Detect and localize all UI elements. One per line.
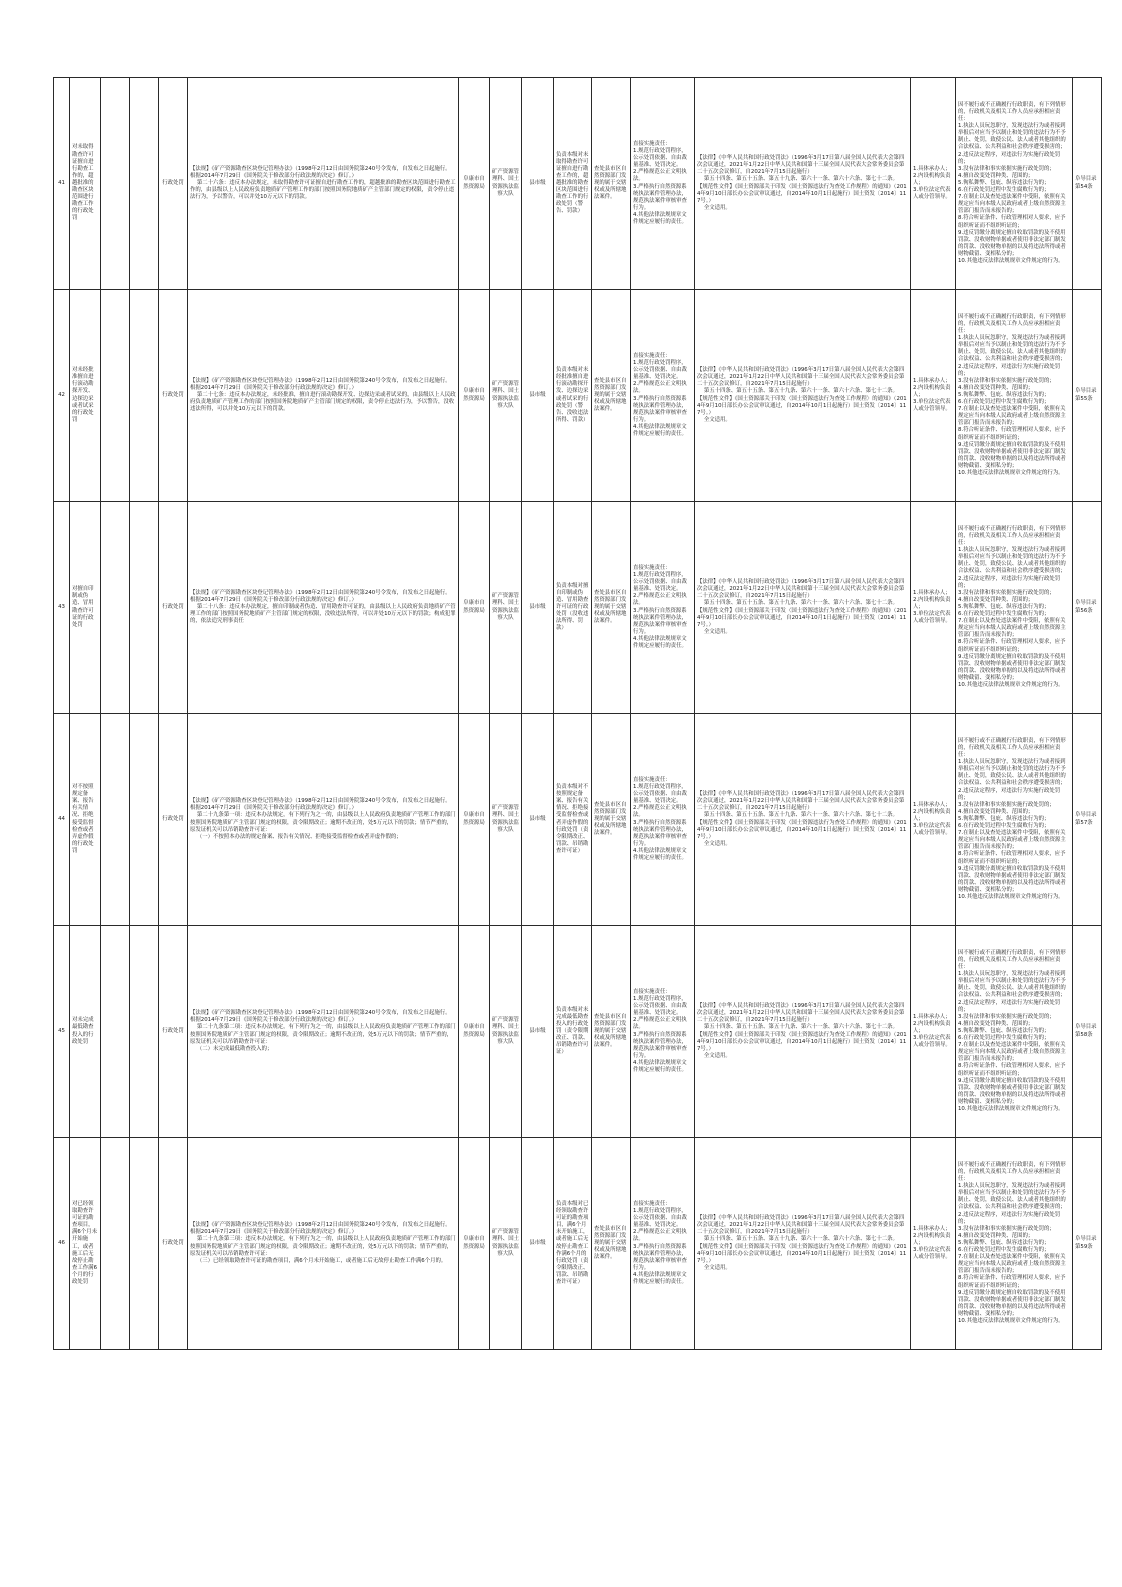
duty-description: 负责本级对未经批准擅自进行滚动勘探开发、边探边采或者试采的行政处罚（警告、没收违法所得、罚款） (554, 290, 592, 502)
exercise-level: 县市级 (522, 1138, 554, 1350)
accountability-basis: 【法律】《中华人民共和国行政处罚法》（1996年3月17日第八届全国人民代表大会第四次会议通过，2021年1月22日中华人民共和国第十三届全国人民代表大会常务委员会第二十五次会议修订，自2021年7月15日起施行） 第五十四条、第五十五条、第五十九条、第六十一条、第六十六条、第七十二条。 【规范性文件】《国土资源部关于印发〈国土资源违法行为查处工作规程〉的通知》（2014年9月10日部长办公会议审议通过，自2014年10月1日起施行）国土资发〔2014〕117号。） 全文适用。 (695, 78, 911, 290)
remark: 阜导目录第55条 (1073, 290, 1102, 502)
implementing-subject: 阜康市自然资源局 (459, 1138, 490, 1350)
implementing-subject: 阜康市自然资源局 (459, 926, 490, 1138)
table-body (54, 78, 1102, 1350)
accountability-basis: 【法律】《中华人民共和国行政处罚法》（1996年3月17日第八届全国人民代表大会第四次会议通过，2021年1月22日中华人民共和国第十三届全国人民代表大会常务委员会第二十五次会议修订，自2021年7月15日起施行） 第五十四条、第五十五条、第五十九条、第六十一条、第六十六条、第七十二条。 【规范性文件】《国土资源部关于印发〈国土资源违法行为查处工作规程〉的通知》（2014年9月10日部长办公会议审议通过，自2014年10月1日起施行）国土资发〔2014〕117号。） 全文适用。 (695, 290, 911, 502)
duty-description: 负责本级对未完成最低勘查投入的行政处罚（责令限期改正、罚款、吊销勘查许可证） (554, 926, 592, 1138)
legal-basis: 【法规】《矿产资源勘查区块登记管理办法》（1998年2月12日由国务院第240号令发布，自发布之日起施行。根据2014年7月29日《国务院关于修改部分行政法规的决定》修订。） 第二十九条第三项：违反本办法规定，有下列行为之一的，由县级以上人民政府负责地质矿产管理工作的部门按照国务院地质矿产主管部门规定的权限，责令限期改正；逾期不改正的，处5万元以下的罚款；情节严重的，原发证机关可以吊销勘查许可证： （三）已经领取勘查许可证的勘查项目，满6个月未开始施工，或者施工后无故停止勘查工作满6个月的。 (188, 1138, 459, 1350)
sub-item (130, 502, 159, 714)
undertaking-department: 矿产资源管理科、国土资源执法监察大队 (490, 714, 522, 926)
table-row (54, 714, 1102, 926)
responsible-persons: 1.具体承办人； 2.内设机构负责人； 3.单位法定代表人或分管领导。 (911, 290, 956, 502)
responsibility-items: 直接实施责任： 1.规范行政处罚程序，公示处罚依据、自由裁量基准、处罚决定。 2.严格规范公正文明执法。 3.严格执行自然资源系统执法案件管理办法，规范执法案件审核审查行为。 4.其他法律法规规章文件规定应履行的责任。 (631, 78, 695, 290)
implementing-subject: 阜康市自然资源局 (459, 78, 490, 290)
exercise-level: 县市级 (522, 78, 554, 290)
accountability-standard: 因不履行或不正确履行行政职责，有下列情形的，行政机关及相关工作人员应承担相应责任： 1.执法人员玩忽职守，发现违法行为或者接到举报后对应当予以制止和处罚的违法行为不予制止、处罚，致使公民、法人或者其他组织的合法权益、公共利益和社会秩序遭受损害的； 2.违反法定程序，对违法行为实施行政处罚的； 3.没有法律和事实依据实施行政处罚的； 4.擅自改变处罚种类、范围的； 5.徇私舞弊、包庇、纵容违法行为的； 6.在行政处罚过程中发生腐败行为的； 7.在制止以及查处违法案件中受阻，依照有关规定应当向本级人民政府或者上级自然资源主管部门报告而未报告的； 8.符合听证条件、行政管理相对人要求，应予组织听证而不组织听证的； 9.违反罚缴分离规定擅自收取罚款的及不使用罚款、没收财物单据或者使用非法定部门制发的罚款、没收财物单据的以及将违法所得或者财物截留、变相私分的； 10.其他违反法律法规规章文件规定的行为。 (956, 926, 1073, 1138)
responsibility-items: 直接实施责任： 1.规范行政处罚程序，公示处罚依据、自由裁量基准、处罚决定。 2.严格规范公正文明执法。 3.严格执行自然资源系统执法案件管理办法，规范执法案件审核审查行为。 4.其他法律法规规章文件规定应履行的责任。 (631, 714, 695, 926)
row-number: 41 (54, 78, 70, 290)
undertaking-department: 矿产资源管理科、国土资源执法监察大队 (490, 78, 522, 290)
undertaking-department: 矿产资源管理科、国土资源执法监察大队 (490, 1138, 522, 1350)
legal-basis: 【法规】《矿产资源勘查区块登记管理办法》（1998年2月12日由国务院第240号令发布，自发布之日起施行。根据2014年7月29日《国务院关于修改部分行政法规的决定》修订。） 第二十九条第二项：违反本办法规定，有下列行为之一的，由县级以上人民政府负责地质矿产管理工作的部门按照国务院地质矿产主管部门规定的权限，责令限期改正；逾期不改正的，处5万元以下的罚款；情节严重的，原发证机关可以吊销勘查许可证： （二）未完成最低勘查投入的； (188, 926, 459, 1138)
row-number: 45 (54, 926, 70, 1138)
accountability-standard: 因不履行或不正确履行行政职责，有下列情形的，行政机关及相关工作人员应承担相应责任： 1.执法人员玩忽职守，发现违法行为或者接到举报后对应当予以制止和处罚的违法行为不予制止、处罚，致使公民、法人或者其他组织的合法权益、公共利益和社会秩序遭受损害的； 2.违反法定程序，对违法行为实施行政处罚的； 3.没有法律和事实依据实施行政处罚的； 4.擅自改变处罚种类、范围的； 5.徇私舞弊、包庇、纵容违法行为的； 6.在行政处罚过程中发生腐败行为的； 7.在制止以及查处违法案件中受阻，依照有关规定应当向本级人民政府或者上级自然资源主管部门报告而未报告的； 8.符合听证条件、行政管理相对人要求，应予组织听证而不组织听证的； 9.违反罚缴分离规定擅自收取罚款的及不使用罚款、没收财物单据或者使用非法定部门制发的罚款、没收财物单据的以及将违法所得或者财物截留、变相私分的； 10.其他违反法律法规规章文件规定的行为。 (956, 502, 1073, 714)
item-name: 对未取得勘查许可证擅自进行勘查工作的，超越批准的勘查区块范围进行勘查工作的行政处罚 (70, 78, 101, 290)
exercise-level: 县市级 (522, 502, 554, 714)
row-number: 46 (54, 1138, 70, 1350)
exercise-level: 县市级 (522, 926, 554, 1138)
exercise-level: 县市级 (522, 714, 554, 926)
sub-item (130, 290, 159, 502)
responsible-persons: 1.具体承办人； 2.内设机构负责人； 3.单位法定代表人或分管领导。 (911, 502, 956, 714)
power-list-table (53, 77, 1102, 1350)
table-row (54, 1138, 1102, 1350)
undertaking-department: 矿产资源管理科、国土资源执法监察大队 (490, 926, 522, 1138)
item-code (101, 502, 130, 714)
accountability-standard: 因不履行或不正确履行行政职责，有下列情形的，行政机关及相关工作人员应承担相应责任： 1.执法人员玩忽职守，发现违法行为或者接到举报后对应当予以制止和处罚的违法行为不予制止、处罚，致使公民、法人或者其他组织的合法权益、公共利益和社会秩序遭受损害的； 2.违反法定程序，对违法行为实施行政处罚的； 3.没有法律和事实依据实施行政处罚的； 4.擅自改变处罚种类、范围的； 5.徇私舞弊、包庇、纵容违法行为的； 6.在行政处罚过程中发生腐败行为的； 7.在制止以及查处违法案件中受阻，依照有关规定应当向本级人民政府或者上级自然资源主管部门报告而未报告的； 8.符合听证条件、行政管理相对人要求，应予组织听证而不组织听证的； 9.违反罚缴分离规定擅自收取罚款的及不使用罚款、没收财物单据或者使用非法定部门制发的罚款、没收财物单据的以及将违法所得或者财物截留、变相私分的； 10.其他违反法律法规规章文件规定的行为。 (956, 78, 1073, 290)
inspection-note: 查处县市区自然资源部门发现的属于交辖权或及所辖地法案件。 (592, 1138, 631, 1350)
accountability-standard: 因不履行或不正确履行行政职责，有下列情形的，行政机关及相关工作人员应承担相应责任： 1.执法人员玩忽职守，发现违法行为或者接到举报后对应当予以制止和处罚的违法行为不予制止、处罚，致使公民、法人或者其他组织的合法权益、公共利益和社会秩序遭受损害的； 2.违反法定程序，对违法行为实施行政处罚的； 3.没有法律和事实依据实施行政处罚的； 4.擅自改变处罚种类、范围的； 5.徇私舞弊、包庇、纵容违法行为的； 6.在行政处罚过程中发生腐败行为的； 7.在制止以及查处违法案件中受阻，依照有关规定应当向本级人民政府或者上级自然资源主管部门报告而未报告的； 8.符合听证条件、行政管理相对人要求，应予组织听证而不组织听证的； 9.违反罚缴分离规定擅自收取罚款的及不使用罚款、没收财物单据或者使用非法定部门制发的罚款、没收财物单据的以及将违法所得或者财物截留、变相私分的； 10.其他违反法律法规规章文件规定的行为。 (956, 1138, 1073, 1350)
exercise-level: 县市级 (522, 290, 554, 502)
item-code (101, 290, 130, 502)
item-type: 行政处罚 (159, 78, 188, 290)
remark: 阜导目录第54条 (1073, 78, 1102, 290)
accountability-standard: 因不履行或不正确履行行政职责，有下列情形的，行政机关及相关工作人员应承担相应责任： 1.执法人员玩忽职守，发现违法行为或者接到举报后对应当予以制止和处罚的违法行为不予制止、处罚，致使公民、法人或者其他组织的合法权益、公共利益和社会秩序遭受损害的； 2.违反法定程序，对违法行为实施行政处罚的； 3.没有法律和事实依据实施行政处罚的； 4.擅自改变处罚种类、范围的； 5.徇私舞弊、包庇、纵容违法行为的； 6.在行政处罚过程中发生腐败行为的； 7.在制止以及查处违法案件中受阻，依照有关规定应当向本级人民政府或者上级自然资源主管部门报告而未报告的； 8.符合听证条件、行政管理相对人要求，应予组织听证而不组织听证的； 9.违反罚缴分离规定擅自收取罚款的及不使用罚款、没收财物单据或者使用非法定部门制发的罚款、没收财物单据的以及将违法所得或者财物截留、变相私分的； 10.其他违反法律法规规章文件规定的行为。 (956, 714, 1073, 926)
remark: 阜导目录第59条 (1073, 1138, 1102, 1350)
implementing-subject: 阜康市自然资源局 (459, 502, 490, 714)
item-name: 对未完成最低勘查投入的行政处罚 (70, 926, 101, 1138)
duty-description: 负责本级对不按照规定备案、报告有关情况、拒绝接受监督检查或者弄虚作假的行政处罚（责令限期改正、罚款、吊销勘查许可证） (554, 714, 592, 926)
item-name: 对不按照规定备案、报告有关情况、拒绝接受监督检查或者弄虚作假的行政处罚 (70, 714, 101, 926)
item-name: 对擅自印制或伪造、冒用勘查许可证的行政处罚 (70, 502, 101, 714)
responsibility-items: 直接实施责任： 1.规范行政处罚程序，公示处罚依据、自由裁量基准、处罚决定。 2.严格规范公正文明执法。 3.严格执行自然资源系统执法案件管理办法，规范执法案件审核审查行为。 4.其他法律法规规章文件规定应履行的责任。 (631, 1138, 695, 1350)
responsible-persons: 1.具体承办人； 2.内设机构负责人； 3.单位法定代表人或分管领导。 (911, 714, 956, 926)
remark: 阜导目录第56条 (1073, 502, 1102, 714)
sub-item (130, 78, 159, 290)
implementing-subject: 阜康市自然资源局 (459, 290, 490, 502)
responsible-persons: 1.具体承办人； 2.内设机构负责人； 3.单位法定代表人或分管领导。 (911, 78, 956, 290)
item-code (101, 78, 130, 290)
item-type: 行政处罚 (159, 926, 188, 1138)
inspection-note: 查处县市区自然资源部门发现的属于交辖权或及所辖地法案件。 (592, 502, 631, 714)
duty-description: 负责本级对擅自印制或伪造、冒用勘查许可证的行政处罚（没收违法所得、罚款） (554, 502, 592, 714)
duty-description: 负责本级对已经领取勘查许可证的勘查项目，满6个月未开始施工，或者施工后无故停止勘查工作满6个月的行政处罚（责令限期改正、罚款、吊销勘查许可证） (554, 1138, 592, 1350)
row-number: 42 (54, 290, 70, 502)
row-number: 43 (54, 502, 70, 714)
accountability-basis: 【法律】《中华人民共和国行政处罚法》（1996年3月17日第八届全国人民代表大会第四次会议通过，2021年1月22日中华人民共和国第十三届全国人民代表大会常务委员会第二十五次会议修订，自2021年7月15日起施行） 第五十四条、第五十五条、第五十九条、第六十一条、第六十六条、第七十二条。 【规范性文件】《国土资源部关于印发〈国土资源违法行为查处工作规程〉的通知》（2014年9月10日部长办公会议审议通过，自2014年10月1日起施行）国土资发〔2014〕117号。） 全文适用。 (695, 1138, 911, 1350)
responsibility-items: 直接实施责任： 1.规范行政处罚程序，公示处罚依据、自由裁量基准、处罚决定。 2.严格规范公正文明执法。 3.严格执行自然资源系统执法案件管理办法，规范执法案件审核审查行为。 4.其他法律法规规章文件规定应履行的责任。 (631, 290, 695, 502)
remark: 阜导目录第57条 (1073, 714, 1102, 926)
item-name: 对已经领取勘查许可证的勘查项目，满6个月未开始施工，或者施工后无故停止勘查工作满6个月的行政处罚 (70, 1138, 101, 1350)
item-code (101, 714, 130, 926)
responsibility-items: 直接实施责任： 1.规范行政处罚程序，公示处罚依据、自由裁量基准、处罚决定。 2.严格规范公正文明执法。 3.严格执行自然资源系统执法案件管理办法，规范执法案件审核审查行为。 4.其他法律法规规章文件规定应履行的责任。 (631, 926, 695, 1138)
remark: 阜导目录第58条 (1073, 926, 1102, 1138)
responsible-persons: 1.具体承办人； 2.内设机构负责人； 3.单位法定代表人或分管领导。 (911, 926, 956, 1138)
inspection-note: 查处县市区自然资源部门发现的属于交辖权或及所辖地法案件。 (592, 290, 631, 502)
accountability-standard: 因不履行或不正确履行行政职责，有下列情形的，行政机关及相关工作人员应承担相应责任： 1.执法人员玩忽职守，发现违法行为或者接到举报后对应当予以制止和处罚的违法行为不予制止、处罚，致使公民、法人或者其他组织的合法权益、公共利益和社会秩序遭受损害的； 2.违反法定程序，对违法行为实施行政处罚的； 3.没有法律和事实依据实施行政处罚的； 4.擅自改变处罚种类、范围的； 5.徇私舞弊、包庇、纵容违法行为的； 6.在行政处罚过程中发生腐败行为的； 7.在制止以及查处违法案件中受阻，依照有关规定应当向本级人民政府或者上级自然资源主管部门报告而未报告的； 8.符合听证条件、行政管理相对人要求，应予组织听证而不组织听证的； 9.违反罚缴分离规定擅自收取罚款的及不使用罚款、没收财物单据或者使用非法定部门制发的罚款、没收财物单据的以及将违法所得或者财物截留、变相私分的； 10.其他违反法律法规规章文件规定的行为。 (956, 290, 1073, 502)
legal-basis: 【法规】《矿产资源勘查区块登记管理办法》（1998年2月12日由国务院第240号令发布，自发布之日起施行。根据2014年7月29日《国务院关于修改部分行政法规的决定》修订。） 第二十六条：违反本办法规定，未取得勘查许可证擅自进行勘查工作的，超越批准的勘查区块范围进行勘查工作的，由县级以上人民政府负责地质矿产管理工作的部门按照国务院地质矿产主管部门规定的权限，责令停止违法行为，予以警告，可以并处10万元以下的罚款。 (188, 78, 459, 290)
item-code (101, 926, 130, 1138)
row-number: 44 (54, 714, 70, 926)
accountability-basis: 【法律】《中华人民共和国行政处罚法》（1996年3月17日第八届全国人民代表大会第四次会议通过，2021年1月22日中华人民共和国第十三届全国人民代表大会常务委员会第二十五次会议修订，自2021年7月15日起施行） 第五十四条、第五十五条、第五十九条、第六十一条、第六十六条、第七十二条。 【规范性文件】《国土资源部关于印发〈国土资源违法行为查处工作规程〉的通知》（2014年9月10日部长办公会议审议通过，自2014年10月1日起施行）国土资发〔2014〕117号。） 全文适用。 (695, 502, 911, 714)
item-type: 行政处罚 (159, 290, 188, 502)
accountability-basis: 【法律】《中华人民共和国行政处罚法》（1996年3月17日第八届全国人民代表大会第四次会议通过，2021年1月22日中华人民共和国第十三届全国人民代表大会常务委员会第二十五次会议修订，自2021年7月15日起施行） 第五十四条、第五十五条、第五十九条、第六十一条、第六十六条、第七十二条。 【规范性文件】《国土资源部关于印发〈国土资源违法行为查处工作规程〉的通知》（2014年9月10日部长办公会议审议通过，自2014年10月1日起施行）国土资发〔2014〕117号。） 全文适用。 (695, 926, 911, 1138)
table-row (54, 290, 1102, 502)
undertaking-department: 矿产资源管理科、国土资源执法监察大队 (490, 502, 522, 714)
inspection-note: 查处县市区自然资源部门发现的属于交辖权或及所辖地法案件。 (592, 714, 631, 926)
item-type: 行政处罚 (159, 502, 188, 714)
legal-basis: 【法规】《矿产资源勘查区块登记管理办法》（1998年2月12日由国务院第240号令发布，自发布之日起施行。根据2014年7月29日《国务院关于修改部分行政法规的决定》修订。） 第二十八条：违反本办法规定，擅自印制或者伪造、冒用勘查许可证的，由县级以上人民政府负责地质矿产管理工作的部门按照国务院地质矿产主管部门规定的权限，没收违法所得，可以并处10万元以下的罚款；构成犯罪的，依法追究刑事责任 (188, 502, 459, 714)
table-row (54, 502, 1102, 714)
responsibility-items: 直接实施责任： 1.规范行政处罚程序，公示处罚依据、自由裁量基准、处罚决定。 2.严格规范公正文明执法。 3.严格执行自然资源系统执法案件管理办法，规范执法案件审核审查行为。 4.其他法律法规规章文件规定应履行的责任。 (631, 502, 695, 714)
accountability-basis: 【法律】《中华人民共和国行政处罚法》（1996年3月17日第八届全国人民代表大会第四次会议通过，2021年1月22日中华人民共和国第十三届全国人民代表大会常务委员会第二十五次会议修订，自2021年7月15日起施行） 第五十四条、第五十五条、第五十九条、第六十一条、第六十六条、第七十二条。 【规范性文件】《国土资源部关于印发〈国土资源违法行为查处工作规程〉的通知》（2014年9月10日部长办公会议审议通过，自2014年10月1日起施行）国土资发〔2014〕117号。） 全文适用。 (695, 714, 911, 926)
undertaking-department: 矿产资源管理科、国土资源执法监察大队 (490, 290, 522, 502)
sub-item (130, 1138, 159, 1350)
item-name: 对未经批准擅自进行滚动勘探开发、边探边采或者试采的行政处罚 (70, 290, 101, 502)
responsible-persons: 1.具体承办人； 2.内设机构负责人； 3.单位法定代表人或分管领导。 (911, 1138, 956, 1350)
item-code (101, 1138, 130, 1350)
duty-description: 负责本级对未取得勘查许可证擅自进行勘查工作的，超越批准的勘查区块范围进行勘查工作的行政处罚（警告、罚款） (554, 78, 592, 290)
legal-basis: 【法规】《矿产资源勘查区块登记管理办法》（1998年2月12日由国务院第240号令发布，自发布之日起施行。根据2014年7月29日《国务院关于修改部分行政法规的决定》修订。） 第二十七条：违反本办法规定，未经批准，擅自进行滚动勘探开发、边探边采或者试采的，由县级以上人民政府负责地质矿产管理工作的部门按照国务院地质矿产主管部门规定的权限，责令停止违法行为，予以警告，没收违法所得，可以并处10万元以下的罚款。 (188, 290, 459, 502)
table-row (54, 78, 1102, 290)
legal-basis: 【法规】《矿产资源勘查区块登记管理办法》（1998年2月12日由国务院第240号令发布，自发布之日起施行。根据2014年7月29日《国务院关于修改部分行政法规的决定》修订。） 第二十九条第一项：违反本办法规定，有下列行为之一的，由县级以上人民政府负责地质矿产管理工作的部门按照国务院地质矿产主管部门规定的权限，责令限期改正；逾期不改正的，处5万元以下的罚款；情节严重的，原发证机关可以吊销勘查许可证： （一）不按照本办法的规定备案、报告有关情况、拒绝接受监督检查或者弄虚作假的； (188, 714, 459, 926)
inspection-note: 查处县市区自然资源部门发现的属于交辖权或及所辖地法案件。 (592, 926, 631, 1138)
table-row (54, 926, 1102, 1138)
implementing-subject: 阜康市自然资源局 (459, 714, 490, 926)
inspection-note: 查处县市区自然资源部门发现的属于交辖权或及所辖地法案件。 (592, 78, 631, 290)
item-type: 行政处罚 (159, 1138, 188, 1350)
sub-item (130, 714, 159, 926)
item-type: 行政处罚 (159, 714, 188, 926)
sub-item (130, 926, 159, 1138)
